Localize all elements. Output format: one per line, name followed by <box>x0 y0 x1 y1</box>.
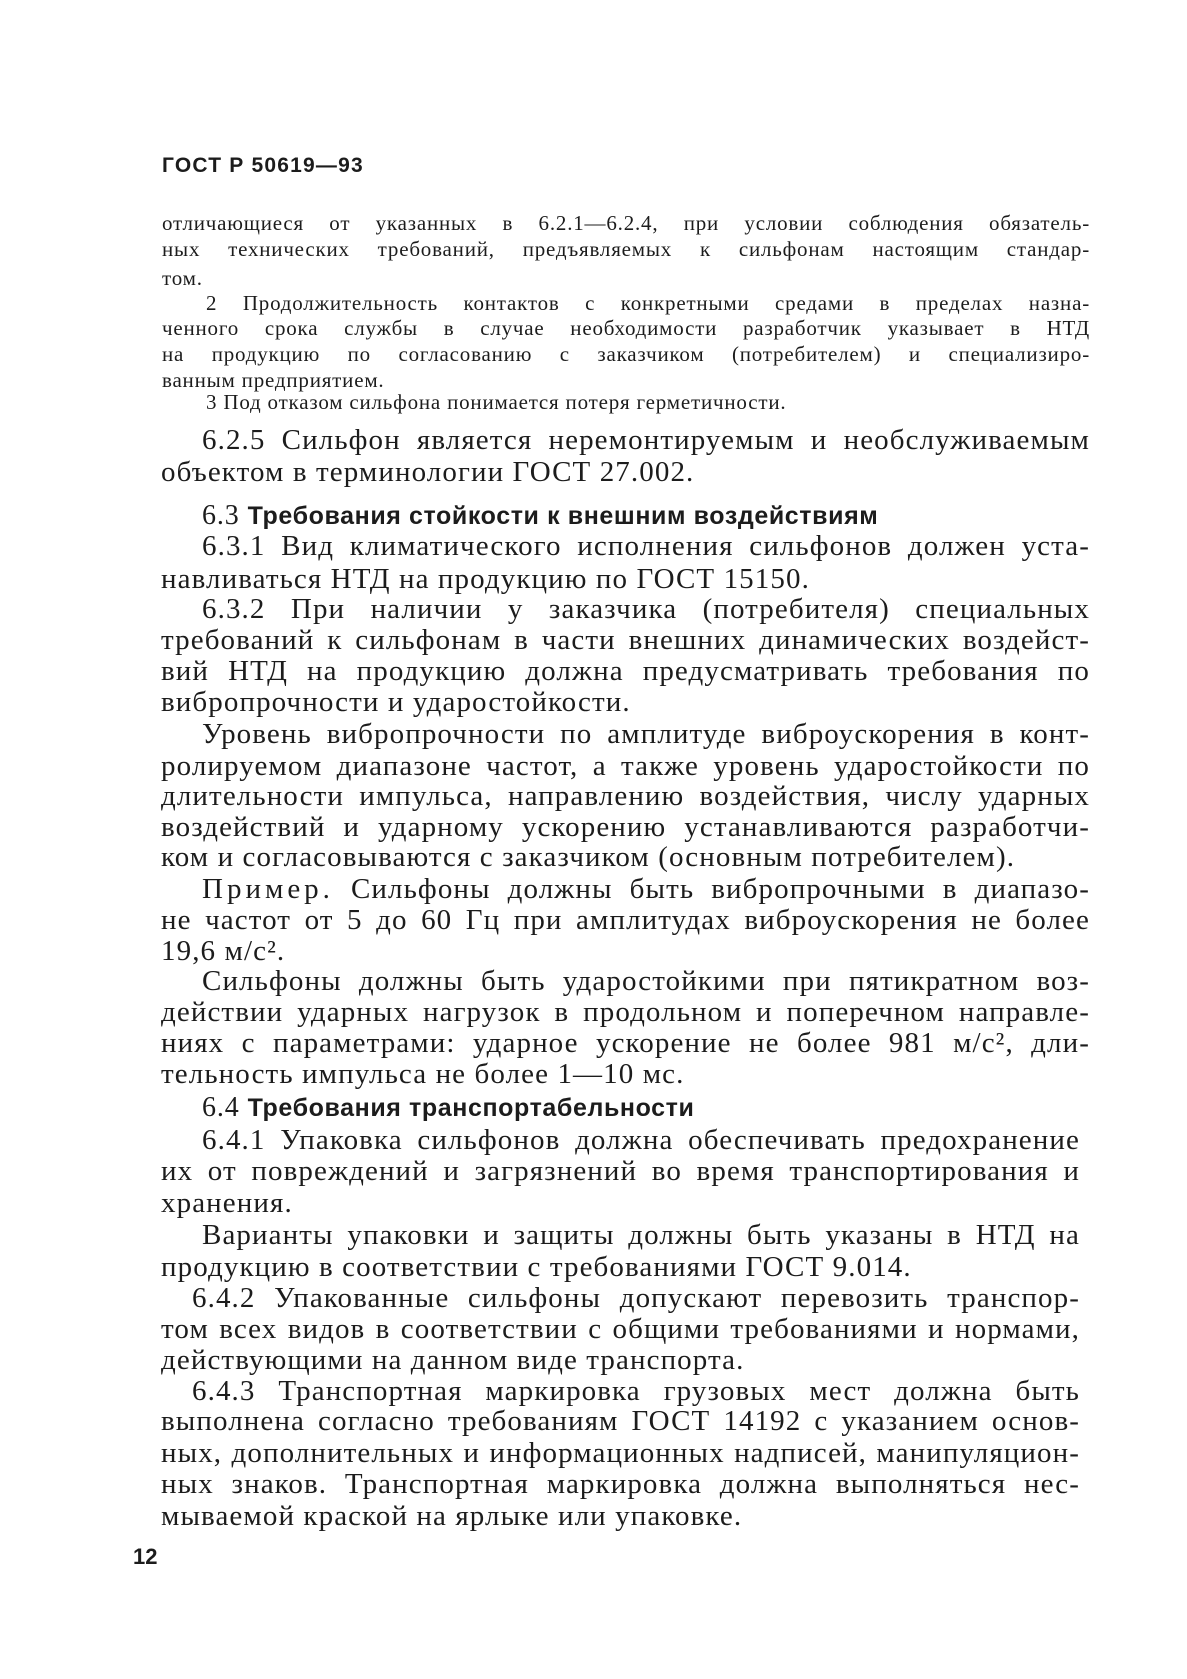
para-level-line-4: воздействий и ударному ускорению устанавливаются разработчи- <box>161 811 1090 843</box>
para-6-4-3-line-4: ных знаков. Транспортная маркировка должна выполняться нес- <box>161 1468 1080 1500</box>
para-level-line-2: ролируемом диапазоне частот, а также уровень ударостойкости по <box>161 750 1090 782</box>
document-header: ГОСТ Р 50619—93 <box>162 154 364 177</box>
note-2-line-1: 2 Продолжительность контактов с конкретными средами в пределах назна- <box>206 291 1090 315</box>
example-label: Пример. <box>202 873 334 905</box>
para-level-line-1: Уровень вибропрочности по амплитуде виброускорения в конт- <box>202 718 1090 750</box>
example-line-1-text: Сильфоны должны быть вибропрочными в диапазо- <box>333 873 1090 905</box>
para-pack-line-1: Варианты упаковки и защиты должны быть указаны в НТД на <box>202 1219 1080 1251</box>
section-6-3-number: 6.3 <box>202 500 240 531</box>
para-6-3-1-line-2: навливаться НТД на продукцию по ГОСТ 15150. <box>161 563 810 595</box>
para-6-4-3-line-3: ных, дополнительных и информационных надписей, манипуляцион- <box>161 1437 1080 1469</box>
para-6-3-2-line-4: вибропрочности и ударостойкости. <box>161 686 631 718</box>
para-6-4-2-line-3: действующими на данном виде транспорта. <box>161 1344 745 1376</box>
para-6-2-5-line-2: объектом в терминологии ГОСТ 27.002. <box>161 456 695 488</box>
note-2-line-3: на продукцию по согласованию с заказчиком (потребителем) и специализиро- <box>162 342 1090 366</box>
para-6-4-3-line-2: выполнена согласно требованиям ГОСТ 14192 с указанием основ- <box>161 1405 1080 1437</box>
para-level-line-3: длительности импульса, направлению воздействия, числу ударных <box>161 780 1090 812</box>
note-1-line-2: ных технических требований, предъявляемых к сильфонам настоящим стандар- <box>162 237 1090 261</box>
para-level-line-5: ком и согласовываются с заказчиком (основным потребителем). <box>161 841 1016 873</box>
para-pack-line-2: продукцию в соответствии с требованиями ГОСТ 9.014. <box>161 1251 912 1283</box>
para-6-4-1-line-1: 6.4.1 Упаковка сильфонов должна обеспечивать предохранение <box>202 1124 1080 1156</box>
note-3-line-1: 3 Под отказом сильфона понимается потеря герметичности. <box>206 390 787 414</box>
section-6-4-heading <box>202 1092 1090 1126</box>
note-1-line-3: том. <box>162 266 203 290</box>
section-6-4-number: 6.4 <box>202 1092 240 1123</box>
section-6-3-title: Требования стойкости к внешним воздействиям <box>247 502 879 530</box>
para-6-3-2-line-1: 6.3.2 При наличии у заказчика (потребителя) специальных <box>202 593 1090 625</box>
para-shock-line-4: тельность импульса не более 1—10 мс. <box>161 1058 685 1090</box>
para-6-4-1-line-3: хранения. <box>161 1187 293 1219</box>
note-1-line-1: отличающиеся от указанных в 6.2.1—6.2.4, при условии соблюдения обязатель- <box>162 211 1090 235</box>
para-6-3-1-line-1: 6.3.1 Вид климатического исполнения сильфонов должен уста- <box>202 530 1090 562</box>
section-6-3-heading <box>202 500 1090 534</box>
section-6-4-title: Требования транспортабельности <box>247 1094 695 1122</box>
para-6-4-3-line-5: мываемой краской на ярлыке или упаковке. <box>161 1500 743 1532</box>
para-shock-line-3: ниях с параметрами: ударное ускорение не более 981 м/с², дли- <box>161 1027 1090 1059</box>
para-shock-line-1: Сильфоны должны быть ударостойкими при пятикратном воз- <box>202 965 1090 997</box>
para-6-2-5-line-1: 6.2.5 Сильфон является неремонтируемым и необслуживаемым <box>202 424 1090 456</box>
example-line-1 <box>202 873 1090 907</box>
example-line-2: не частот от 5 до 60 Гц при амплитудах виброускорения не более <box>161 904 1090 936</box>
para-6-3-2-line-2: требований к сильфонам в части внешних динамических воздейст- <box>161 624 1090 656</box>
para-6-3-2-line-3: вий НТД на продукцию должна предусматривать требования по <box>161 655 1090 687</box>
example-line-3: 19,6 м/с². <box>161 935 286 967</box>
para-6-4-2-line-2: том всех видов в соответствии с общими требованиями и нормами, <box>161 1313 1080 1345</box>
note-2-line-4: ванным предприятием. <box>162 368 385 392</box>
para-shock-line-2: действии ударных нагрузок в продольном и поперечном направле- <box>161 996 1090 1028</box>
para-6-4-2-line-1: 6.4.2 Упакованные сильфоны допускают перевозить транспор- <box>192 1282 1080 1314</box>
para-6-4-1-line-2: их от повреждений и загрязнений во время транспортирования и <box>161 1155 1080 1187</box>
note-2-line-2: ченного срока службы в случае необходимости разработчик указывает в НТД <box>162 316 1090 340</box>
page-number: 12 <box>133 1544 158 1569</box>
para-6-4-3-line-1: 6.4.3 Транспортная маркировка грузовых мест должна быть <box>192 1375 1080 1407</box>
